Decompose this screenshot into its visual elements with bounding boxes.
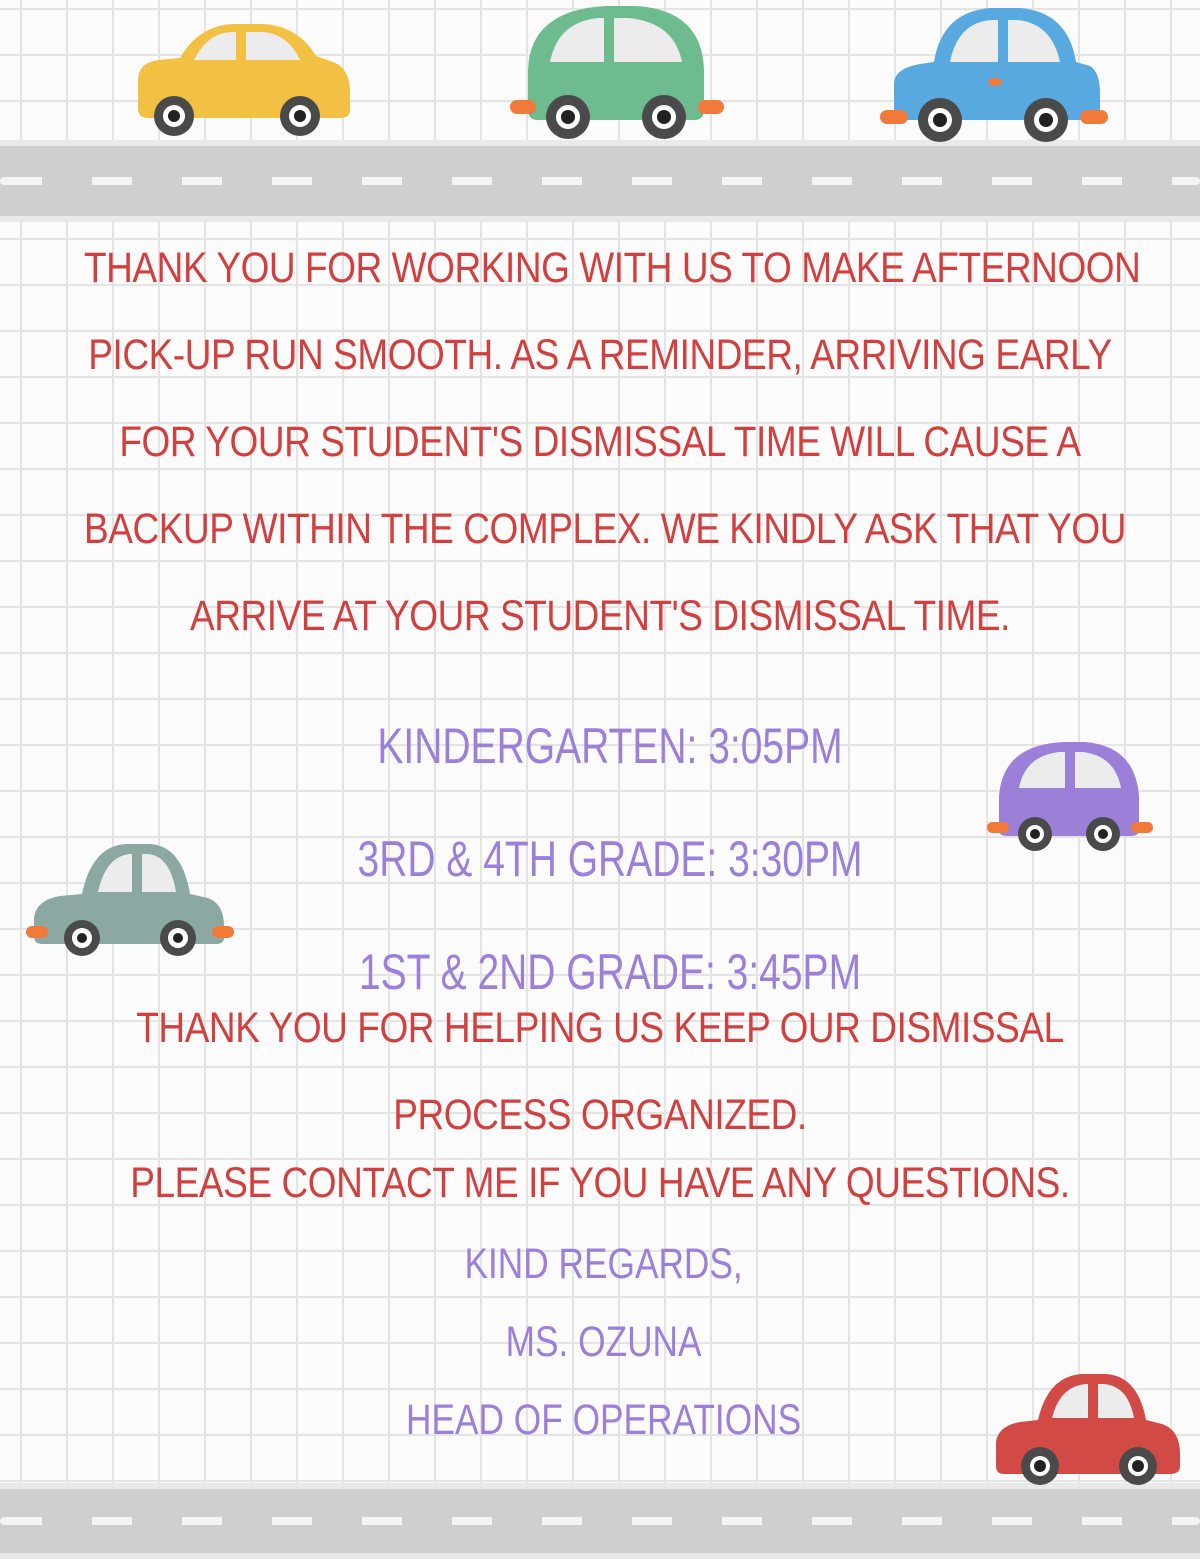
intro-line: THANK YOU FOR WORKING WITH US TO MAKE AFTERNOON xyxy=(84,244,1141,292)
yellow-car-icon xyxy=(128,18,353,138)
signoff-greeting: KIND REGARDS, xyxy=(464,1240,743,1288)
signoff-name: MS. OZUNA xyxy=(505,1318,702,1366)
contact-line xyxy=(84,1140,1116,1227)
schedule-kindergarten: KINDERGARTEN: 3:05PM xyxy=(377,718,843,774)
road-lane-dashes xyxy=(0,177,1200,185)
closing-line: THANK YOU FOR HELPING US KEEP OUR DISMISSAL xyxy=(136,1004,1064,1052)
intro-line: ARRIVE AT YOUR STUDENT'S DISMISSAL TIME. xyxy=(189,592,1011,640)
green-car-icon xyxy=(506,0,726,145)
signoff xyxy=(112,1225,1096,1459)
top-road xyxy=(0,140,1200,222)
blue-car-icon xyxy=(880,2,1110,147)
schedule-1st-2nd-grade: 1ST & 2ND GRADE: 3:45PM xyxy=(358,944,862,1000)
signoff-title: HEAD OF OPERATIONS xyxy=(406,1396,802,1444)
road-lane-dashes xyxy=(0,1517,1200,1525)
intro-line: BACKUP WITHIN THE COMPLEX. WE KINDLY ASK THAT YOU xyxy=(84,505,1127,553)
closing-line: PROCESS ORGANIZED. xyxy=(393,1091,807,1139)
intro-paragraph xyxy=(84,225,1141,660)
schedule-3rd-4th-grade: 3RD & 4TH GRADE: 3:30PM xyxy=(357,831,863,887)
dismissal-schedule xyxy=(134,690,1070,1029)
bottom-road xyxy=(0,1483,1200,1559)
closing-paragraph xyxy=(84,985,1116,1159)
intro-line: PICK-UP RUN SMOOTH. AS A REMINDER, ARRIVING EARLY xyxy=(88,331,1112,379)
intro-line: FOR YOUR STUDENT'S DISMISSAL TIME WILL CAUSE A xyxy=(119,418,1081,466)
contact-text: PLEASE CONTACT ME IF YOU HAVE ANY QUESTIONS. xyxy=(130,1159,1070,1207)
